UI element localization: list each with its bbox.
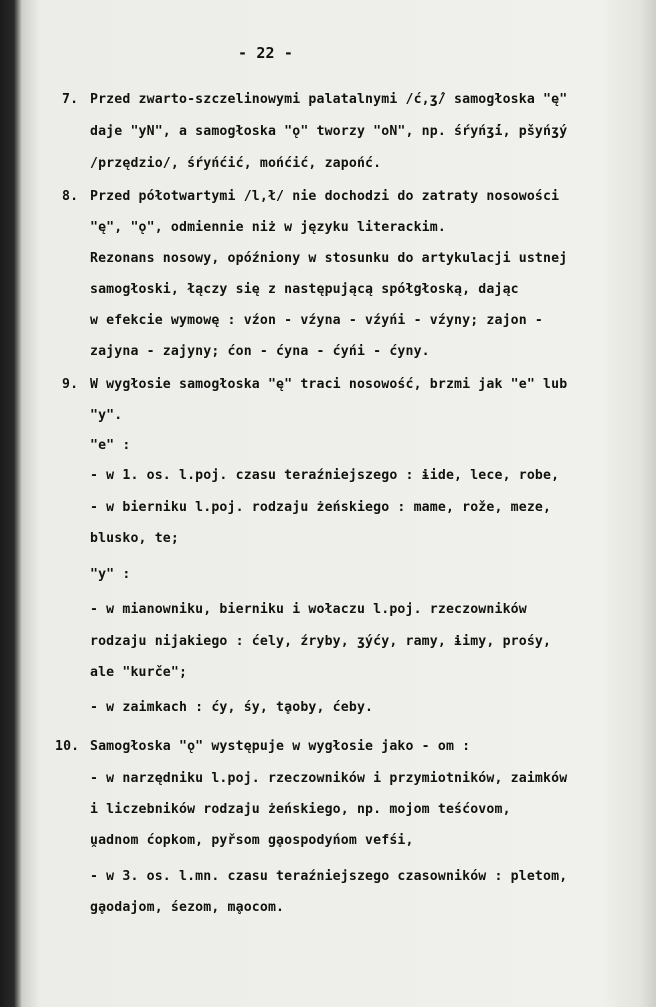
item-9-line-7: "y" : [90,567,131,582]
item-8-number: 8. [62,189,79,204]
item-9-number: 9. [62,377,79,392]
item-7-line-3: /przędzio/, śŕyńćić, mońćić, zapońć. [90,156,382,171]
item-9-line-3: "e" : [90,438,131,453]
item-8-line-6: zajyna - zajyny; ćon - ćyna - ćyńi - ćyny. [90,344,430,359]
item-10-line-3: i liczebników rodzaju żeńskiego, np. mojom teśćovom, [90,802,511,817]
item-9-line-2: "y". [90,408,123,423]
item-8-line-5: w efekcie wymowę : vźon - vźyna - vźyńi - vźyny; zajon - [90,313,544,328]
page-number: - 22 - [238,44,294,62]
item-10-line-6: gḁodajom, śezom, mḁocom. [90,900,285,915]
item-9-line-10: ale "kurče"; [90,665,188,680]
item-9-line-11: - w zaimkach : ćy, śy, tḁoby, ćeby. [90,700,374,715]
item-9-line-1: W wygłosie samogłoska "ę" traci nosowość, brzmi jak "e" lub [90,377,568,392]
item-10-number: 10. [55,739,80,754]
item-10-line-2: - w narzędniku l.poj. rzeczowników i przymiotników, zaimków [90,771,568,786]
item-9-line-5: - w bierniku l.poj. rodzaju żeńskiego : mame, rože, meze, [90,500,552,515]
item-9-line-9: rodzaju nijakiego : ćely, źryby, ʒ́yćy, ramy, ɨimy, prośy, [90,634,552,649]
item-9-line-8: - w mianowniku, bierniku i wołaczu l.poj. rzeczowników [90,602,527,617]
item-7-number: 7. [62,92,79,107]
item-10-line-5: - w 3. os. l.mn. czasu teraźniejszego czasowników : pletom, [90,869,568,884]
item-10-line-4: ṷadnom ćopkom, pyřsom gḁospodyńom vefśi, [90,833,414,848]
item-8-line-4: samogłoski, łączy się z następującą spółgłoską, dając [90,282,519,297]
item-8-line-2: "ę", "ǫ", odmiennie niż w języku literackim. [90,220,446,235]
item-8-line-1: Przed półotwartymi /l,ł/ nie dochodzi do zatraty nosowości [90,189,560,204]
item-10-line-1: Samogłoska "ǫ" występuje w wygłosie jako - om : [90,739,471,754]
item-9-line-4: - w 1. os. l.poj. czasu teraźniejszego : ɨide, lece, robe, [90,468,560,483]
item-7-line-2: daje "yN", a samogłoska "ǫ" tworzy "oN", np. śŕyńʒ́i, pšyńʒ́y [90,124,568,139]
item-7-line-1: Przed zwarto-szczelinowymi palatalnymi /ć,ʒ́/ samogłoska "ę" [90,92,568,107]
item-8-line-3: Rezonans nosowy, opóźniony w stosunku do artykulacji ustnej [90,251,568,266]
item-9-line-6: blusko, te; [90,531,179,546]
